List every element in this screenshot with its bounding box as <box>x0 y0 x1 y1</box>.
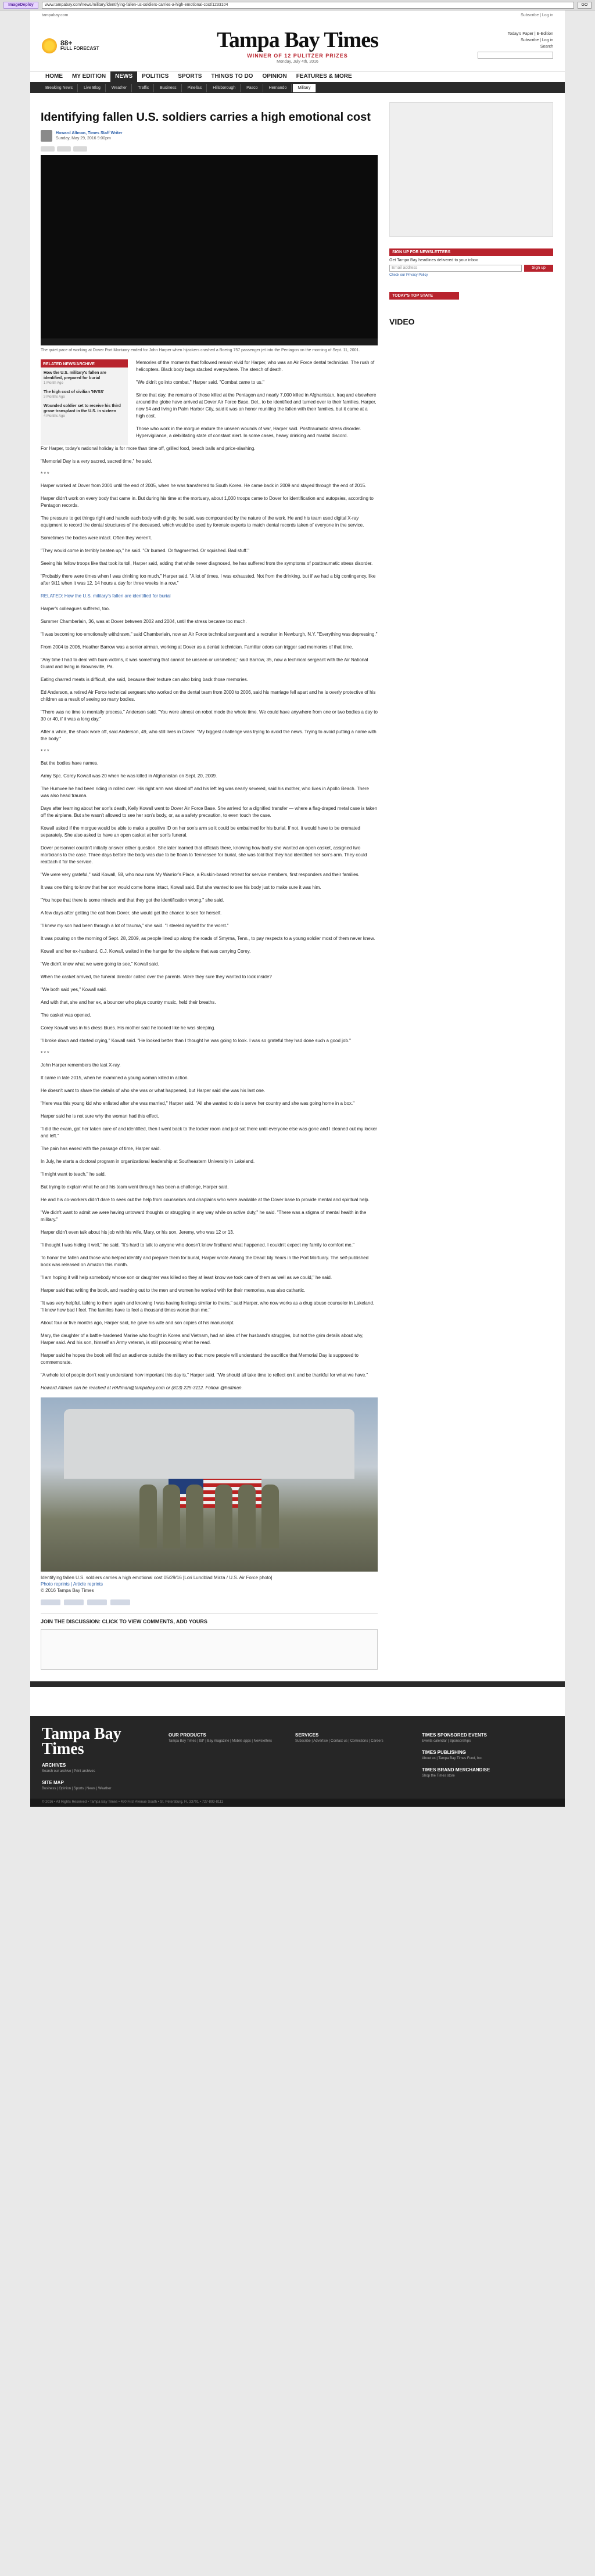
article-paragraph: Kowall and her ex-husband, C.J. Kowall, waited in the hangar for the airplane that was carrying Corey. <box>41 949 251 954</box>
article-paragraph: It was pouring on the morning of Sept. 28, 2009, as people lined up along the roads of Smyrna, Tenn., to pay respects to a young soldier most of them never knew. <box>41 936 375 941</box>
intro-text <box>136 359 378 445</box>
right-rail <box>389 102 553 1670</box>
site-logo[interactable]: Tampa Bay Times <box>217 28 378 52</box>
email-field[interactable]: Email address <box>389 265 522 272</box>
article-paragraph: After a while, the shock wore off, said Anderson, 49, who still lives in Dover. "My biggest challenge was trying to avoid the news. Trying to avoid putting a name with the body." <box>41 729 377 741</box>
article-paragraph: But trying to explain what he and his team went through has been a challenge, Harper said. <box>41 1184 229 1190</box>
todays-paper-link[interactable]: Today's Paper | E-Edition <box>507 31 553 36</box>
author-avatar <box>41 130 52 142</box>
article-paragraph: "We didn't know what we were going to see," Kowall said. <box>41 961 159 967</box>
article-paragraph: Harper said that writing the book, and reaching out to the men and women he worked with for their memories, was also cathartic. <box>41 1288 306 1293</box>
nav-politics[interactable]: POLITICS <box>142 73 169 80</box>
photo-caption: Identifying fallen U.S. soldiers carries a high emotional cost 05/29/16 <box>41 1575 182 1580</box>
search-label: Search <box>540 44 553 49</box>
article-paragraph: "Probably there were times when I was drinking too much," Harper said. "A lot of times, I was exhausted. Not from the drinking, but if we had a big contingency, like after 9/11 when it was 12, 14 hours a day for three weeks in a row." <box>41 574 376 586</box>
address-bar[interactable]: www.tampabay.com/news/military/identifying-fallen-us-soldiers-carries-a-high-emotional-cost/1233104 <box>42 2 574 9</box>
subnav-item[interactable]: Traffic <box>133 84 154 92</box>
signup-title: SIGN UP FOR NEWSLETTERS <box>389 248 553 256</box>
brand[interactable] <box>217 27 378 64</box>
newsletter-signup <box>389 248 553 277</box>
article-paragraph: And with that, she and her ex, a bouncer who plays country music, held their breaths. <box>41 1000 216 1005</box>
article-paragraph: John Harper remembers the last X-ray. <box>41 1062 121 1068</box>
forecast-link[interactable]: FULL FORECAST <box>60 45 99 51</box>
divider <box>30 1681 565 1687</box>
article-paragraph: "It was very helpful, talking to them again and knowing I was having feelings similar to theirs," said Harper, who now works as a drug abuse counselor in Lakeland. "I know how bad I feel. The families have to feel a thousand times worse than me." <box>41 1300 374 1313</box>
article-paragraph: To honor the fallen and those who helped identify and prepare them for burial, Harper wrote Among the Dead: My Years in the Port Mortuary. The self-published book was released on Amazon this month. <box>41 1255 369 1267</box>
article-paragraph: "I knew my son had been through a lot of trauma," she said. "I steeled myself for the worst." <box>41 923 229 928</box>
nav-things-to-do[interactable]: THINGS TO DO <box>211 73 253 80</box>
related-inline-link[interactable]: RELATED: How the U.S. military's fallen are identified for burial <box>41 593 171 599</box>
soldier <box>163 1485 180 1548</box>
article-paragraph: "We didn't go into combat," Harper said. "Combat came to us." <box>136 380 264 385</box>
article-paragraph: "There was no time to mentally process," Anderson said. "You were almost on robot mode the whole time. We could have anywhere from one or two bodies a day to 30 or 40, if it was a long day." <box>41 709 378 722</box>
nav-my-edition[interactable]: MY EDITION <box>72 73 106 80</box>
footer <box>30 1716 565 1807</box>
comment-box[interactable] <box>41 1629 378 1670</box>
footer-links[interactable]: Events calendar | Sponsorships <box>422 1739 471 1743</box>
article-paragraph: Since that day, the remains of those killed at the Pentagon and nearly 7,000 killed in Afghanistan, Iraq and elsewhere around the globe have arrived at Dover Air Force Base, Del., to be identified and turned over to their families. Harper, now 54 and living in Palm Harbor City, said it was an honor reuniting the fallen with their families, but it came at a high cost. <box>136 392 377 419</box>
article-paragraph: In July, he starts a doctoral program in organizational leadership at Southeastern University in Lakeland. <box>41 1159 255 1164</box>
article-paragraph: Army Spc. Corey Kowall was 20 when he was killed in Afghanistan on Sept. 20, 2009. <box>41 773 217 779</box>
related-title: RELATED NEWS/ARCHIVE <box>41 361 128 368</box>
footer-heading: TIMES BRAND MERCHANDISE <box>422 1767 490 1772</box>
footer-heading: ARCHIVES <box>42 1763 66 1768</box>
article-paragraph: "We were very grateful," said Kowall, 58, who now runs My Warrior's Place, a Ruskin-based retreat for service members, first responders and their families. <box>41 872 360 877</box>
masthead <box>30 20 565 72</box>
twitter-share-icon[interactable] <box>57 146 71 152</box>
related-item[interactable]: How the U.S. military's fallen are identified, prepared for burial 1 Month Ago <box>44 371 106 385</box>
article-paragraph: Eating charred meats is difficult, she said, because their texture can also bring back those memories. <box>41 677 248 682</box>
signup-text: Get Tampa Bay headlines delivered to your inbox <box>389 258 478 262</box>
ad-slot[interactable] <box>389 102 553 237</box>
go-button[interactable]: GO <box>578 2 592 9</box>
article-paragraph: Harper's colleagues suffered, too. <box>41 606 110 611</box>
article-paragraph: "I did the exam, got her taken care of and identified, then I went back to the locker room and just sat there until everyone else was gone and I cleaned out my locker and left." <box>41 1126 377 1139</box>
article-paragraph: It was one thing to know that her son would come home intact, Kowall said. But she wanted to see his body just to make sure it was him. <box>41 885 321 890</box>
article-paragraph: Summer Chamberlain, 36, was at Dover between 2002 and 2004, until the stress became too much. <box>41 619 247 624</box>
article-paragraph: Those who work in the morgue endure the unseen wounds of war, Harper said. Posttraumatic stress disorder. Hypervigilance, a debilitating state of constant alert. In some cases, heavy drinking and marital discord. <box>136 426 361 438</box>
footer-heading: SITE MAP <box>42 1780 64 1785</box>
browser-badge[interactable]: ImageDeploy <box>3 2 38 9</box>
article-paragraph: "A whole lot of people don't really understand how important this day is," Harper said. "We should all take time to reflect on it and be thankful for what we have." <box>41 1372 368 1378</box>
browser-toolbar <box>0 0 595 10</box>
subnav-item[interactable]: Military <box>293 84 316 92</box>
subnav-item[interactable]: Live Blog <box>79 84 106 92</box>
share-buttons <box>41 146 378 152</box>
user-box <box>460 31 553 61</box>
soldier <box>215 1485 232 1548</box>
author-name[interactable]: Howard Altman, Times Staff Writer <box>56 131 123 135</box>
footer-links[interactable]: Business | Opinion | Sports | News | Weather <box>42 1787 112 1790</box>
footer-col-3 <box>295 1727 411 1792</box>
site-tagline: WINNER OF 12 PULITZER PRIZES <box>247 53 348 59</box>
site-date: Monday, July 4th, 2016 <box>277 60 318 64</box>
article-paragraph: The pressure to get things right and handle each body with dignity, he said, was compounded by the nature of the work. He and his team used digital X-ray equipment to record the dental structures of the deceased, which would be used by forensic experts to match dental records taken of everyone in the service. <box>41 516 364 528</box>
footer-logo[interactable]: Tampa Bay Times <box>42 1725 121 1758</box>
footer-links[interactable]: Search our archive | Print archives <box>42 1770 95 1773</box>
sun-icon <box>42 38 57 53</box>
nav-opinion[interactable]: OPINION <box>262 73 287 80</box>
privacy-link[interactable]: Check our Privacy Policy <box>389 273 428 277</box>
nav-home[interactable]: HOME <box>45 73 63 80</box>
article-paragraph: From 2004 to 2006, Heather Barrow was a senior airman, working at Dover as a dental technician. Familiar odors can trigger sad memories of that time. <box>41 644 353 650</box>
footer-links[interactable]: Shop the Times store <box>422 1774 455 1778</box>
article-paragraph: Sometimes the bodies were intact. Often they weren't. <box>41 535 152 541</box>
comments-title[interactable]: JOIN THE DISCUSSION: CLICK TO VIEW COMMENTS, ADD YOURS <box>41 1619 207 1624</box>
video-caption: The quiet pace of working at Dover Port Mortuary ended for John Harper when hijackers crashed a Boeing 757 passenger jet into the Pentagon on the morning of Sept. 11, 2001. <box>41 348 360 352</box>
footer-heading: TIMES PUBLISHING <box>422 1750 467 1755</box>
facebook-like-icon[interactable] <box>41 1599 60 1605</box>
pinterest-icon[interactable] <box>87 1599 107 1605</box>
intro-section <box>41 359 378 445</box>
article-paragraph: Harper worked at Dover from 2001 until the end of 2005, when he was transferred to South Korea. He came back in 2009 and stayed through the end of 2015. <box>41 483 367 488</box>
print-icon[interactable] <box>110 1599 130 1605</box>
top-utility-bar <box>30 10 565 20</box>
page <box>30 10 565 1807</box>
video-controls[interactable] <box>41 338 378 345</box>
subscribe-link[interactable]: Subscribe | Log in <box>521 38 553 42</box>
article-paragraph: Harper didn't even talk about his job with his wife, Mary, or his son, Jeremy, who was 12 or 13. <box>41 1230 234 1235</box>
photo-caption-block <box>41 1575 378 1594</box>
article-paragraph: Mary, the daughter of a battle-hardened Marine who fought in Korea and Vietnam, had an idea of her husband's struggles, but not the grim details about why, Harper said. And his son, himself an Army veteran, is still processing what he read. <box>41 1333 364 1345</box>
article-paragraph: Memories of the moments that followed remain vivid for Harper, who was an Air Force dental technician. The rush of helicopters. Black body bags stacked everywhere. The stench of death. <box>136 360 375 372</box>
subnav-item[interactable]: Breaking News <box>41 84 78 92</box>
footer-links[interactable]: Subscribe | Advertise | Contact us | Corrections | Careers <box>295 1739 383 1743</box>
subnav-item[interactable]: Weather <box>107 84 132 92</box>
site-link[interactable]: tampabay.com <box>42 13 69 17</box>
footer-heading: SERVICES <box>295 1732 319 1738</box>
facebook-share-icon[interactable] <box>41 146 55 152</box>
main-nav <box>30 72 565 84</box>
video-player[interactable] <box>41 155 378 345</box>
article-body-part-1 <box>41 445 378 587</box>
nav-sports[interactable]: SPORTS <box>178 73 202 80</box>
article-paragraph: Seeing his fellow troops like that took its toll, Harper said, adding that while never diagnosed, he has suffered from the symptoms of posttraumatic stress disorder. <box>41 561 373 566</box>
footer-col-4 <box>422 1727 538 1792</box>
section-break: *** <box>41 1050 51 1056</box>
author-contact: Howard Altman can be reached at HAltman@tampabay.com or (813) 225-3112. Follow @haltman. <box>41 1385 243 1390</box>
soldier <box>186 1485 203 1548</box>
article-paragraph: The casket was opened. <box>41 1013 91 1018</box>
article-paragraph: "I might want to teach," he said. <box>41 1172 106 1177</box>
article-paragraph: "I was becoming too emotionally withdrawn," said Chamberlain, now an Air Force technical sergeant and a recruiter in Newburgh, N.Y. "Everything was depressing." <box>41 632 378 637</box>
subnav-item[interactable]: Pasco <box>242 84 263 92</box>
article-paragraph: "I am hoping it will help somebody whose son or daughter was killed so they at least know we took care of them as well as we could," he said. <box>41 1275 332 1280</box>
account-links[interactable]: Subscribe | Log in <box>521 13 553 17</box>
social-bar <box>41 1599 378 1605</box>
todays-top-state[interactable]: TODAY'S TOP STATE <box>389 292 459 300</box>
footer-links[interactable]: Tampa Bay Times | tbt* | Bay magazine | Mobile apps | Newsletters <box>169 1739 272 1743</box>
article-paragraph: The Humvee he had been riding in rolled over. His right arm was sliced off and his left leg was nearly severed, said his mother, who lives in Apollo Beach. There was also head trauma. <box>41 786 369 798</box>
nav-news[interactable]: NEWS <box>110 71 137 82</box>
article-paragraph: "They would come in terribly beaten up," he said. "Or burned. Or fragmented. Or squished. Bad stuff." <box>41 548 249 553</box>
footer-heading: OUR PRODUCTS <box>169 1732 206 1738</box>
related-item[interactable]: Wounded soldier set to receive his third grave transplant in the U.S. in sixteen 4 Months Ago <box>44 404 121 418</box>
search-input[interactable] <box>478 52 553 59</box>
temperature: 88+ <box>60 38 73 47</box>
article-paragraph: "We didn't want to admit we were having untoward thoughts or struggling in any way while on active duty," he said. "There was a stigma of mental health in the military." <box>41 1210 367 1222</box>
article-paragraph: Harper said he hopes the book will find an audience outside the military so that more people will understand the sacrifice that Memorial Day is supposed to commemorate. <box>41 1353 359 1365</box>
article-paragraph: Corey Kowall was in his dress blues. His mother said he looked like he was sleeping. <box>41 1025 216 1031</box>
comments <box>41 1613 378 1670</box>
subnav-item[interactable]: Hernando <box>264 84 292 92</box>
subnav-item[interactable]: Pinellas <box>183 84 207 92</box>
article <box>41 102 378 1670</box>
article-paragraph: When the casket arrived, the funeral director called over the parents. Were they sure they wanted to look inside? <box>41 974 272 979</box>
email-share-icon[interactable] <box>73 146 87 152</box>
article-photo[interactable] <box>41 1397 378 1572</box>
article-paragraph: "We both said yes," Kowall said. <box>41 987 107 992</box>
article-body-part-2 <box>41 606 378 1379</box>
article-paragraph: Dover personnel couldn't initially answer either question. She later learned that officials there, knowing how badly she wanted an open casket, assigned two morticians to the case. Three days before the body was due to be flown to Tennessee for burial, she was told that they had identified her son's arm. They could reattach it for the service. <box>41 845 367 864</box>
article-headline: Identifying fallen U.S. soldiers carries a high emotional cost <box>41 111 371 124</box>
article-paragraph: The pain has eased with the passage of time, Harper said. <box>41 1146 161 1151</box>
footer-col-2 <box>169 1727 285 1792</box>
copyright: © 2016 Tampa Bay Times <box>41 1588 94 1593</box>
article-date: Sunday, May 29, 2016 9:00pm <box>56 136 111 140</box>
footer-heading: TIMES SPONSORED EVENTS <box>422 1732 488 1738</box>
article-paragraph: A few days after getting the call from Dover, she would get the chance to see for herself. <box>41 910 222 916</box>
soldier <box>139 1485 157 1548</box>
article-paragraph: It came in late 2015, when he examined a young woman killed in action. <box>41 1075 189 1080</box>
section-break: *** <box>41 748 51 754</box>
article-paragraph: Harper didn't work on every body that came in. But during his time at the mortuary, about 1,000 troops came to Dover for identification and autopsies, according to Pentagon records. <box>41 496 374 508</box>
nav-features[interactable]: FEATURES & MORE <box>296 73 352 80</box>
article-paragraph: Days after learning about her son's death, Kelly Kowall went to Dover Air Force Base. She arrived for a dignified transfer — where a flag-draped metal case is taken off the airplane. But she wasn't allowed to see her son's body, or, as a safety precaution, to even touch the case. <box>41 806 378 818</box>
article-paragraph: "I broke down and started crying," Kowall said. "He looked better than I thought he was going to look. I was so grateful they had done such a good job." <box>41 1038 351 1043</box>
article-paragraph: He and his co-workers didn't dare to seek out the help from counselors and chaplains who were available at the Dover base to provide mental and spiritual help. <box>41 1197 370 1202</box>
reprint-links[interactable]: Photo reprints | Article reprints <box>41 1581 103 1587</box>
content <box>30 93 565 1670</box>
related-item[interactable]: The high cost of civilian 'NVSS' 3 Months Ago <box>44 390 105 399</box>
byline <box>41 130 378 142</box>
video-section-title: VIDEO <box>389 317 415 326</box>
photo-credit: [Lori Lundblad Mirza / U.S. Air Force photo] <box>183 1575 273 1580</box>
article-paragraph: For Harper, today's national holiday is for more than time off, grilled food, beach balls and price-slashing. <box>41 446 256 451</box>
subnav-item[interactable]: Hillsborough <box>208 84 241 92</box>
footer-col-1 <box>42 1727 158 1792</box>
article-paragraph: Kowall asked if the morgue would be able to make a positive ID on her son's arm so it could be embalmed for his burial. If not, it would have to be cremated separately. She also asked to have an open casket at her son's funeral. <box>41 826 360 838</box>
subnav-item[interactable]: Business <box>155 84 181 92</box>
article-paragraph: "Here was this young kid who enlisted after she was married," Harper said. "All she wanted to do is serve her country and she was going home in a box." <box>41 1101 355 1106</box>
aircraft <box>64 1409 354 1479</box>
related-box <box>41 359 128 445</box>
footer-links[interactable]: About us | Tampa Bay Times Fund, Inc. <box>422 1757 483 1760</box>
article-paragraph: "Memorial Day is a very sacred, sacred time," he said. <box>41 459 152 464</box>
article-paragraph: "Any time I had to deal with burn victims, it was something that cannot be unseen or unsmelled," said Barrow, 35, now a technical sergeant with the Air National Guard and living in Brownsville, Pa. <box>41 657 368 669</box>
article-paragraph: But the bodies have names. <box>41 761 99 766</box>
section-break: *** <box>41 471 51 477</box>
soldier <box>238 1485 256 1548</box>
sub-nav <box>30 84 565 93</box>
article-paragraph: Ed Anderson, a retired Air Force technical sergeant who worked on the dental team from 2000 to 2006, said his marriage fell apart and he is overly protective of his children as a result of seeing so many bodies. <box>41 690 376 702</box>
article-paragraph: About four or five months ago, Harper said, he gave his wife and son copies of his manuscript. <box>41 1320 235 1325</box>
article-paragraph: "You hope that there is some miracle and that they got the identification wrong," she said. <box>41 898 224 903</box>
tweet-icon[interactable] <box>64 1599 84 1605</box>
article-paragraph: "I thought I was hiding it well," he said. "It's hard to talk to anyone who doesn't know firsthand what happened. I couldn't expect my family to comfort me." <box>41 1242 354 1248</box>
weather-widget[interactable] <box>42 38 135 53</box>
soldier <box>261 1485 279 1548</box>
signup-button[interactable]: Sign up <box>524 265 553 272</box>
article-paragraph: He doesn't want to share the details of who she was or what happened, but Harper said she was his last one. <box>41 1088 266 1093</box>
footer-bottom: © 2016 • All Rights Reserved • Tampa Bay Times • 490 First Avenue South • St. Petersburg, FL 33701 • 727-893-8111 <box>30 1799 565 1807</box>
article-paragraph: Harper said he is not sure why the woman had this effect. <box>41 1114 159 1119</box>
